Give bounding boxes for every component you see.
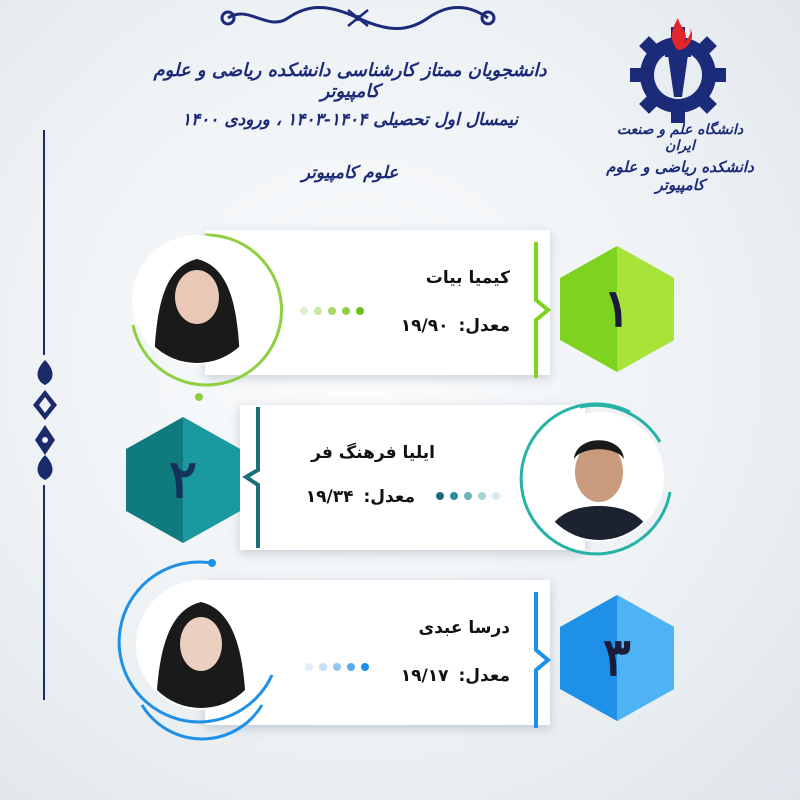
card-bracket-3 [528,590,558,730]
average-label: معدل: [458,666,510,686]
university-name: دانشگاه علم و صنعت ایران [616,122,744,154]
average-value: ۱۹/۱۷ [400,666,449,686]
card-bracket-1 [528,240,558,380]
average-value: ۱۹/۳۴ [305,487,354,507]
person-icon [536,414,662,540]
student-name: کیمیا بیات [425,268,510,288]
student-name: درسا عبدی [418,618,510,638]
card-bracket-2 [236,405,266,550]
student-average [306,487,415,507]
person-icon [138,582,264,708]
university-logo-icon [628,10,728,125]
progress-dots [436,485,506,495]
student-photo-2 [534,412,664,542]
progress-dots [305,656,375,666]
faculty-name: دانشکده ریاضی و علوم کامپیوتر [606,158,754,194]
rank-number-1: ۱ [603,278,631,339]
student-average [401,666,510,686]
average-value: ۱۹/۹۰ [400,316,449,336]
major-subtitle: علوم کامپیوتر [301,163,399,183]
person-icon [134,237,260,363]
student-photo-3 [136,580,266,710]
student-photo-1 [132,235,262,365]
header-ornament-icon [218,4,498,32]
left-ornament-icon [25,355,65,485]
rank-number-3: ۳ [603,627,631,688]
progress-dots [300,300,370,310]
average-label: معدل: [458,316,510,336]
student-name: ایلیا فرهنگ فر [311,443,435,463]
average-label: معدل: [363,487,415,507]
rank-number-2: ۲ [169,449,197,510]
semester-subtitle: نیمسال اول تحصیلی ۱۴۰۴-۱۴۰۳ ، ورودی ۱۴۰۰ [181,110,519,130]
page-title: دانشجویان ممتاز کارشناسی دانشکده ریاضی و علوم کامپیوتر [153,60,547,102]
student-average [401,316,510,336]
